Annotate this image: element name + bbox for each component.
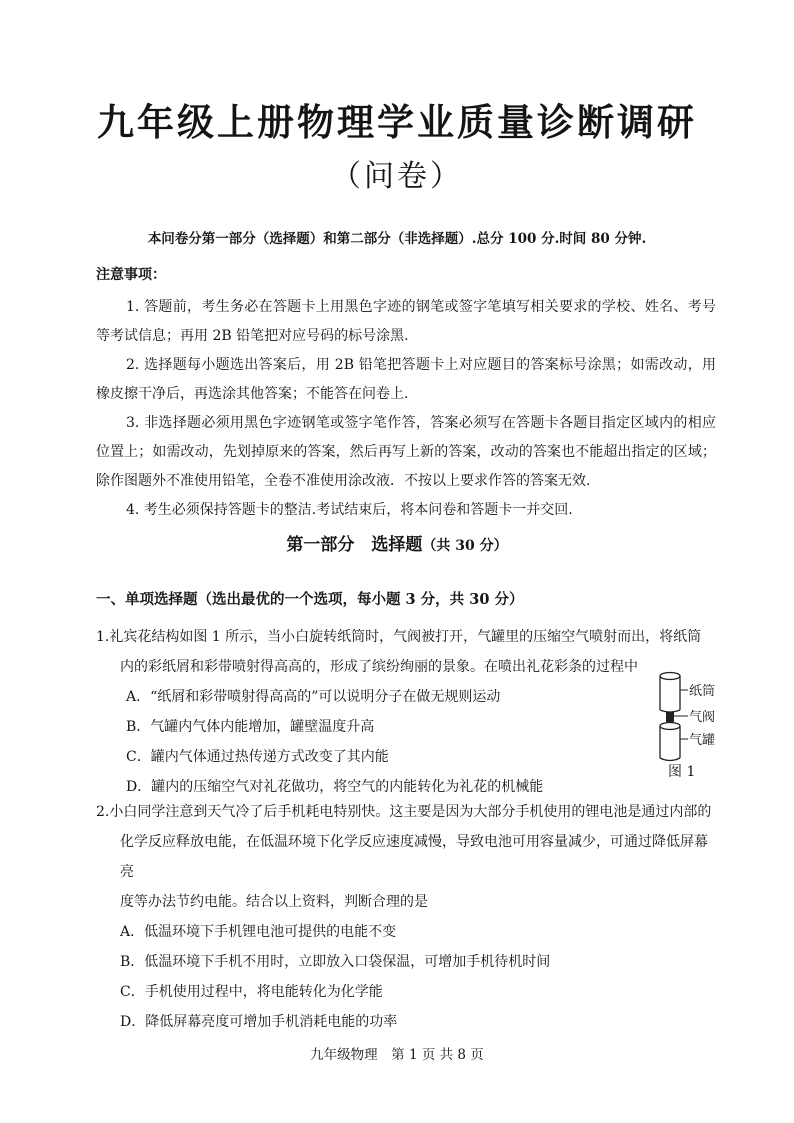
notice-item: 4. 考生必须保持答题卡的整洁.考试结束后，将本问卷和答题卡一并交回. xyxy=(126,502,573,518)
question-stem-line: 礼宾花结构如图 1 所示，当小白旋转纸筒时，气阀被打开，气罐里的压缩空气喷射而出，将纸筒 xyxy=(109,629,702,645)
section-title xyxy=(0,533,794,558)
notice-heading: 注意事项： xyxy=(96,267,166,283)
canister-top-ellipse xyxy=(660,723,680,730)
option-b: B．气罐内气体内能增加，罐壁温度升高 xyxy=(126,719,375,735)
question-stem-line: 度等办法节约电能。结合以上资料，判断合理的是 xyxy=(120,894,428,910)
tube-top-ellipse xyxy=(660,673,680,680)
figure-label-tube: 纸筒 xyxy=(689,684,716,699)
option-b: B．低温环境下手机不用时，立即放入口袋保温，可增加手机待机时间 xyxy=(120,954,551,970)
question-stem xyxy=(96,622,720,652)
canister-bottom-edge xyxy=(660,758,680,761)
notice-list xyxy=(96,293,716,525)
option-c: C．罐内气体通过热传递方式改变了其内能 xyxy=(126,749,389,765)
option-d: D．罐内的压缩空气对礼花做功，将空气的内能转化为礼花的机械能 xyxy=(126,779,544,795)
figure-1-caption: 图 1 xyxy=(668,764,696,780)
section-points: （共 30 分） xyxy=(422,538,508,554)
option-c: C．手机使用过程中，将电能转化为化学能 xyxy=(120,984,383,1000)
page-footer: 九年级物理 第 1 页 共 8 页 xyxy=(310,1047,484,1063)
figure-label-valve: 气阀 xyxy=(689,710,716,725)
notice-item: 3. 非选择题必须用黑色字迹钢笔或签字笔作答，答案必须写在答题卡各题目指定区域内的相应位置上；如需改动，先划掉原来的答案，然后再写上新的答案，改动的答案也不能超出指定的区域；除作图题外不准使用铅笔，全卷不准使用涂改液．不按以上要求作答的答案无效. xyxy=(96,415,716,489)
question-1 xyxy=(96,622,720,802)
question-stem-line: 化学反应释放电能，在低温环境下化学反应速度减慢，导致电池可用容量减少，可通过降低屏幕亮 xyxy=(120,834,708,880)
question-stem-line: 小白同学注意到天气冷了后手机耗电特别快。这主要是因为大部分手机使用的锂电池是通过内部的 xyxy=(109,804,712,820)
option-d: D．降低屏幕亮度可增加手机消耗电能的功率 xyxy=(120,1014,398,1030)
page-subtitle: （问卷） xyxy=(331,159,463,194)
option-a: A．低温环境下手机锂电池可提供的电能不变 xyxy=(120,924,397,940)
figure-label-canister: 气罐 xyxy=(689,733,716,748)
question-number: 1. xyxy=(96,629,110,645)
valve-shape xyxy=(666,712,674,722)
notice-item: 1. 答题前，考生务必在答题卡上用黑色字迹的钢笔或签字笔填写相关要求的学校、姓名、考号等考试信息；再用 2B 铅笔把对应号码的标号涂黑. xyxy=(96,299,716,344)
figure-1-party-popper xyxy=(652,666,752,786)
question-stem-line: 内的彩纸屑和彩带喷射得高高的，形成了缤纷绚丽的景象。在喷出礼花彩条的过程中 xyxy=(120,659,638,675)
exam-intro: 本问卷分第一部分（选择题）和第二部分（非选择题）.总分 100 分.时间 80 分钟. xyxy=(147,231,647,247)
option-a: A．“纸屑和彩带喷射得高高的”可以说明分子在做无规则运动 xyxy=(126,689,501,705)
question-stem xyxy=(96,797,720,827)
page-title: 九年级上册物理学业质量诊断调研 xyxy=(97,100,697,144)
tube-bottom-edge xyxy=(660,710,680,712)
question-number: 2. xyxy=(96,804,110,820)
part-heading: 一、单项选择题（选出最优的一个选项，每小题 3 分，共 30 分） xyxy=(96,591,524,608)
notice-item: 2. 选择题每小题选出答案后，用 2B 铅笔把答题卡上对应题目的答案标号涂黑；如需改动，用橡皮擦干净后，再选涂其他答案；不能答在问卷上. xyxy=(96,357,716,402)
section-title-text: 第一部分 选择题 xyxy=(286,535,423,555)
question-2 xyxy=(96,797,720,1037)
